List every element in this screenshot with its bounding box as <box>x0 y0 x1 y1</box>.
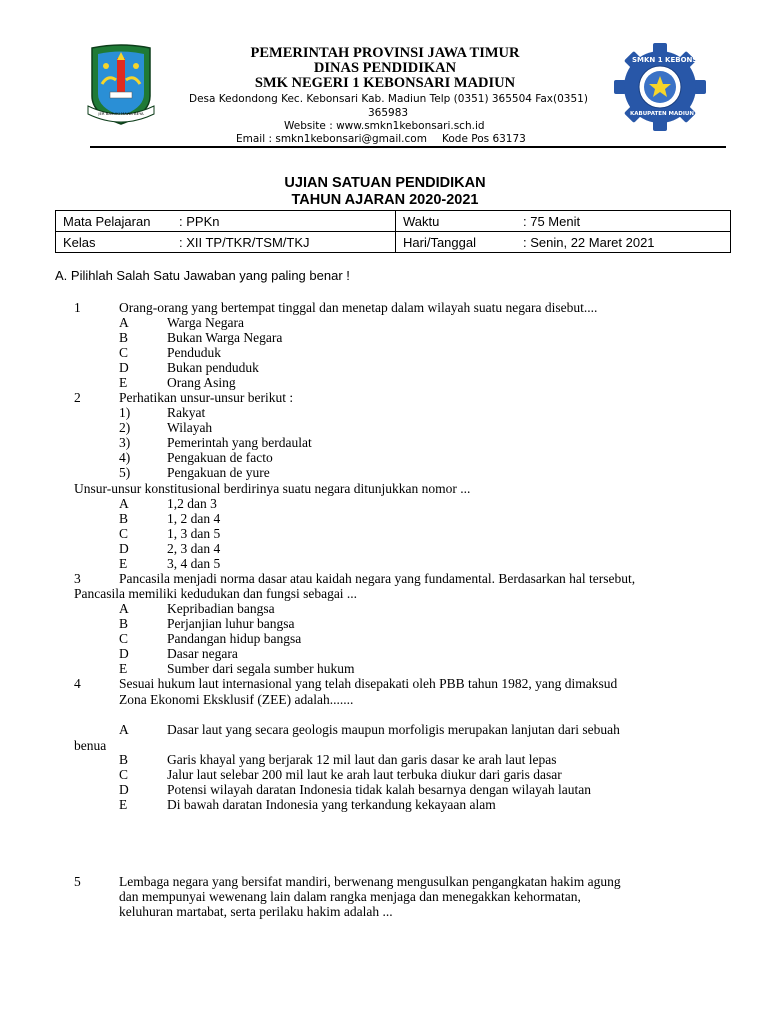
exam-year: TAHUN AJARAN 2020-2021 <box>291 192 479 208</box>
option-text: Kepribadian bangsa <box>167 601 275 616</box>
statement-number: 3) <box>119 435 131 450</box>
statement-number: 2) <box>119 420 131 435</box>
header-school-name: SMK NEGERI 1 KEBONSARI MADIUN <box>254 75 516 91</box>
statement-text: Wilayah <box>167 420 213 435</box>
logo-bottom-text: KABUPATEN MADIUN <box>630 111 694 117</box>
statement-number: 5) <box>119 465 131 480</box>
option-letter: C <box>119 767 129 782</box>
exam-title: UJIAN SATUAN PENDIDIKAN <box>284 175 486 191</box>
option-text: 1, 3 dan 5 <box>167 526 221 541</box>
option-text: Bukan Warga Negara <box>167 330 283 345</box>
option-letter: A <box>119 601 129 616</box>
east-java-emblem-logo <box>86 44 156 128</box>
option-letter: D <box>119 541 129 556</box>
statement-number: 1) <box>119 405 131 420</box>
subject-value: : PPKn <box>179 213 220 229</box>
statement-text: Pengakuan de facto <box>167 450 273 465</box>
option-letter: A <box>119 496 129 511</box>
option-text: Dasar negara <box>167 646 238 661</box>
option-letter: C <box>119 526 129 541</box>
option-text: Dasar laut yang secara geologis maupun morfoligis merupakan lanjutan dari sebuah <box>167 722 620 737</box>
option-text: Sumber dari segala sumber hukum <box>167 661 355 676</box>
option-text: Bukan penduduk <box>167 360 259 375</box>
header-address: Desa Kedondong Kec. Kebonsari Kab. Madiun Telp (0351) 365504 Fax(0351) <box>189 93 588 105</box>
question-text-continued: dan mempunyai wewenang lain dalam rangka menjaga dan menegakkan kehormatan, <box>119 889 581 904</box>
statement-text: Rakyat <box>167 405 206 420</box>
date-label: Hari/Tanggal <box>403 234 476 250</box>
option-text: Potensi wilayah daratan Indonesia tidak kalah besarnya dengan wilayah lautan <box>167 782 591 797</box>
statement-text: Pemerintah yang berdaulat <box>167 435 312 450</box>
option-text-continued: benua <box>74 738 107 753</box>
subject-cell <box>56 211 396 232</box>
section-instruction: A. Pilihlah Salah Satu Jawaban yang paling benar ! <box>55 268 350 283</box>
option-text: 1,2 dan 3 <box>167 496 217 511</box>
option-letter: A <box>119 315 129 330</box>
question-number: 4 <box>74 676 81 691</box>
question-number: 5 <box>74 874 81 889</box>
question-stem: Unsur-unsur konstitusional berdirinya suatu negara ditunjukkan nomor ... <box>74 481 471 496</box>
question-number: 3 <box>74 571 81 586</box>
question-text-continued: keluhuran martabat, serta perilaku hakim adalah ... <box>119 904 393 919</box>
option-letter: E <box>119 661 128 676</box>
header-website: Website : www.smkn1kebonsari.sch.id <box>284 120 485 132</box>
option-text: Penduduk <box>167 345 221 360</box>
header-fax-number: 365983 <box>368 107 409 119</box>
option-text: 1, 2 dan 4 <box>167 511 221 526</box>
header-government: PEMERINTAH PROVINSI JAWA TIMUR <box>250 45 520 61</box>
exam-info-table <box>55 210 731 253</box>
option-letter: D <box>119 646 129 661</box>
question-text-continued: Zona Ekonomi Eksklusif (ZEE) adalah....... <box>119 692 354 707</box>
class-label: Kelas <box>63 234 96 250</box>
option-letter: C <box>119 631 129 646</box>
question-text: Orang-orang yang bertempat tinggal dan menetap dalam wilayah suatu negara disebut.... <box>119 300 598 315</box>
class-value: : XII TP/TKR/TSM/TKJ <box>179 234 310 250</box>
option-text: Perjanjian luhur bangsa <box>167 616 295 631</box>
option-letter: E <box>119 556 128 571</box>
statement-text: Pengakuan de yure <box>167 465 270 480</box>
date-value: : Senin, 22 Maret 2021 <box>523 234 655 250</box>
option-text: Garis khayal yang berjarak 12 mil laut dan garis dasar ke arah laut lepas <box>167 752 557 767</box>
option-text: Orang Asing <box>167 375 236 390</box>
header-department: DINAS PENDIDIKAN <box>313 60 457 76</box>
question-text: Lembaga negara yang bersifat mandiri, berwenang mengusulkan pengangkatan hakim agung <box>119 874 621 889</box>
time-value: : 75 Menit <box>523 213 581 229</box>
option-text: Jalur laut selebar 200 mil laut ke arah laut terbuka diukur dari garis dasar <box>167 767 562 782</box>
header-divider <box>90 146 726 148</box>
option-letter: C <box>119 345 129 360</box>
option-text: 3, 4 dan 5 <box>167 556 221 571</box>
option-letter: B <box>119 616 129 631</box>
subject-label: Mata Pelajaran <box>63 213 151 229</box>
option-letter: E <box>119 797 128 812</box>
date-cell <box>396 232 731 253</box>
option-letter: D <box>119 782 129 797</box>
time-cell <box>396 211 731 232</box>
option-text: Pandangan hidup bangsa <box>167 631 302 646</box>
question-number: 1 <box>74 300 81 315</box>
time-label: Waktu <box>403 213 440 229</box>
question-text: Pancasila menjadi norma dasar atau kaidah negara yang fundamental. Berdasarkan hal tersebut, <box>119 571 636 586</box>
emblem-banner-text: JER BASUKI MAWA BEYA <box>98 111 144 116</box>
option-letter: E <box>119 375 128 390</box>
option-letter: B <box>119 330 129 345</box>
option-letter: B <box>119 752 129 767</box>
option-letter: B <box>119 511 129 526</box>
logo-top-text: SMKN 1 KEBONSARI <box>632 56 711 64</box>
option-letter: D <box>119 360 129 375</box>
question-text: Sesuai hukum laut internasional yang telah disepakati oleh PBB tahun 1982, yang dimaksud <box>119 676 618 691</box>
option-letter: A <box>119 722 129 737</box>
info-row <box>56 232 731 253</box>
header-email: Email : smkn1kebonsari@gmail.com <box>236 133 427 145</box>
option-text: 2, 3 dan 4 <box>167 541 221 556</box>
question-number: 2 <box>74 390 81 405</box>
school-gear-logo <box>612 42 711 132</box>
info-row <box>56 211 731 232</box>
header-postal-code: Kode Pos 63173 <box>442 133 526 145</box>
option-text: Di bawah daratan Indonesia yang terkandung kekayaan alam <box>167 797 496 812</box>
question-text-continued: Pancasila memiliki kedudukan dan fungsi sebagai ... <box>74 586 358 601</box>
question-text: Perhatikan unsur-unsur berikut : <box>119 390 294 405</box>
class-cell <box>56 232 396 253</box>
option-text: Warga Negara <box>167 315 244 330</box>
statement-number: 4) <box>119 450 131 465</box>
